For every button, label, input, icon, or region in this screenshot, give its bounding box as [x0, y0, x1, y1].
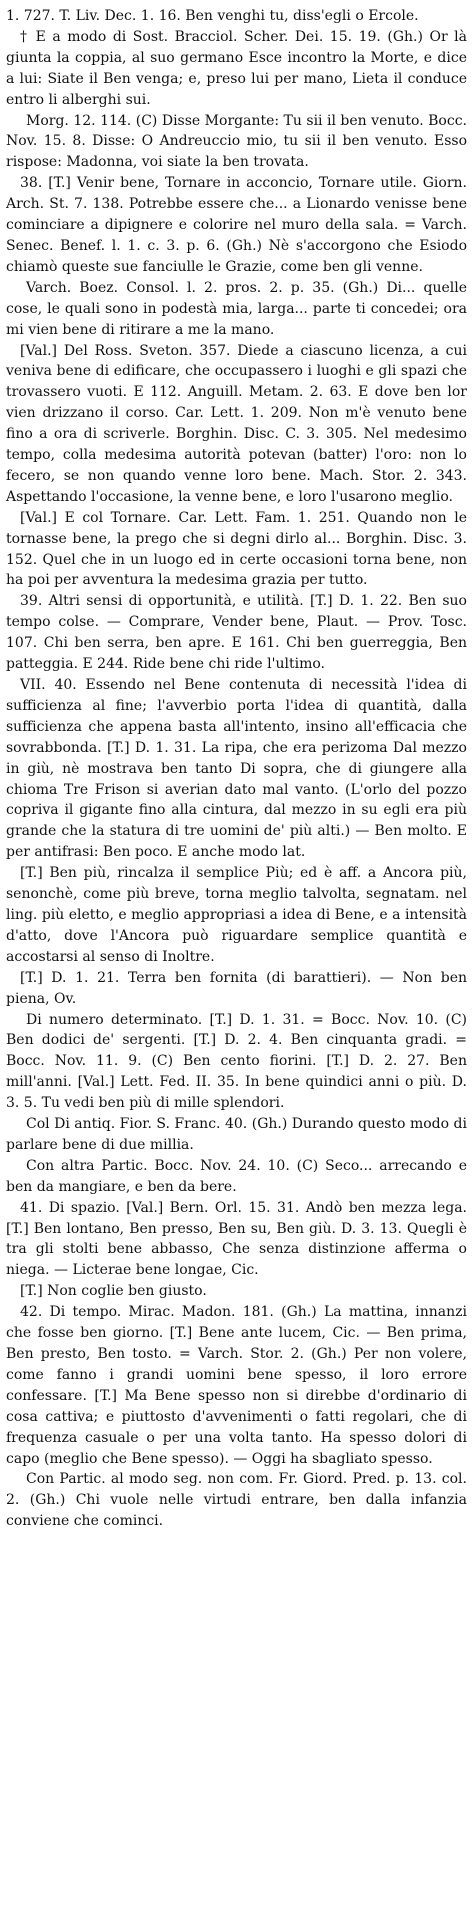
entry-paragraph: [T.] Non coglie ben giusto. [20, 1283, 207, 1300]
entry-paragraph: 39. Altri sensi di opportunità, e utilità. [T.] D. 1. 22. Ben suo tempo colse. — Comprare, Vender bene, Plaut. — Prov. Tosc. 107. Chi ben serra, ben apre. E 161. Chi ben guerreggia, Ben patteggia. E 244. Ride bene chi ride l'ultimo. [6, 593, 467, 673]
entry-paragraph: Col Di antiq. Fior. S. Franc. 40. (Gh.) Durando questo modo di parlare bene di due millia. [6, 1116, 467, 1153]
entry-paragraph: Varch. Boez. Consol. l. 2. pros. 2. p. 35. (Gh.) Di... quelle cose, le quali sono in podestà mia, larga... parte ti concedei; ora mi vien bene di ritirare a me la mano. [6, 279, 467, 338]
entry-paragraph: Di numero determinato. [T.] D. 1. 31. = Bocc. Nov. 10. (C) Ben dodici de' sergenti. [T.] D. 2. 4. Ben cinquanta gradi. = Bocc. Nov. 11. 9. (C) Ben cento fiorini. [T.] D. 2. 27. Ben mill'anni. [Val.] Lett. Fed. II. 35. In bene quindici anni o più. D. 3. 5. Tu vedi ben più di mille splendori. [6, 1011, 467, 1112]
entry-paragraph: 41. Di spazio. [Val.] Bern. Orl. 15. 31. Andò ben mezza lega. [T.] Ben lontano, Ben presso, Ben su, Ben giù. D. 3. 13. Quegli è tra gli stolti bene abbasso, Che senza distinzione afferma o niega. — Licterae bene longae, Cic. [6, 1199, 467, 1279]
entry-paragraph: Morg. 12. 114. (C) Disse Morgante: Tu sii il ben venuto. Bocc. Nov. 15. 8. Disse: O Andreuccio mio, tu sii il ben venuto. Esso rispose: Madonna, voi siate la ben trovata. [6, 112, 467, 171]
entry-paragraph: 1. 727. T. Liv. Dec. 1. 16. Ben venghi tu, diss'egli o Ercole. [6, 8, 419, 24]
entry-paragraph: 38. [T.] Venir bene, Tornare in acconcio, Tornare utile. Giorn. Arch. St. 7. 138. Potrebbe essere che... a Lionardo venisse bene cominciare a dipignere e colorire nel muro della sala. = Varch. Senec. Benef. l. 1. c. 3. p. 6. (Gh.) Nè s'accorgono che Esiodo chiamò queste sue fanciulle le Grazie, come ben gli venne. [6, 175, 467, 275]
entry-paragraph: † E a modo di Sost. Bracciol. Scher. Dei. 15. 19. (Gh.) Or là giunta la coppia, al suo germano Esce incontro la Morte, e dice a lui: Siate il Ben venga; e, preso lui per mano, Lieta il conduce entro li alberghi sui. [6, 28, 467, 108]
entry-paragraph: [T.] Ben più, rincalza il semplice Più; ed è aff. a Ancora più, senonchè, come più breve, torna meglio talvolta, segnatam. nel ling. più eletto, e meglio appropriasi a idea di Bene, e a intensità d'atto, dove l'Ancora può riguardare semplice quantità e accostarsi al senso di Inoltre. [6, 865, 468, 965]
entry-paragraph: Con altra Partic. Bocc. Nov. 24. 10. (C) Seco... arrecando e ben da mangiare, e ben da bere. [6, 1157, 467, 1195]
entry-paragraph: Con Partic. al modo seg. non com. Fr. Giord. Pred. p. 13. col. 2. (Gh.) Chi vuole nelle virtudi entrare, ben dalla infanzia conviene che cominci. [6, 1471, 467, 1530]
entry-paragraph: 42. Di tempo. Mirac. Madon. 181. (Gh.) La mattina, innanzi che fosse ben giorno. [T.] Bene ante lucem, Cic. — Ben prima, Ben presto, Ben tosto. = Varch. Stor. 2. (Gh.) Per non volere, come fanno i grandi uomini bene spesso, il loro errore confessare. [T.] Ma Bene spesso non si direbbe d'ordinario di cosa cattiva; e piuttosto d'avvenimenti o fatti regolari, che di frequenza casuale o per una volta tanto. Ha spesso dolori di capo (meglio che Bene spesso). — Oggi ha sbagliato spesso. [6, 1304, 467, 1467]
entry-paragraph: VII. 40. Essendo nel Bene contenuta di necessità l'idea di sufficienza al fine; l'avverbio porta l'idea di quantità, dalla sufficienza che appena basta all'intento, insino all'efficacia che sovrabbonda. [T.] D. 1. 31. La ripa, che era perizoma Dal mezzo in giù, nè mostrava ben tanto Di sopra, che di giungere alla chioma Tre Frison si averian dato mal vanto. (L'orlo del pozzo copriva il gigante fino alla cintura, dal mezzo in su egli era più grande che la statura di tre uomini de' più alti.) — Ben molto. E per antifrasi: Ben poco. E anche modo lat. [6, 677, 467, 861]
entry-paragraph: [Val.] E col Tornare. Car. Lett. Fam. 1. 251. Quando non le tornasse bene, la prego che si degni dirlo al... Borghin. Disc. 3. 152. Quel che in un luogo ed in certe occasioni torna bene, non ha poi per avventura la medesima grazia per tutto. [6, 509, 467, 589]
entry-paragraph: [T.] D. 1. 21. Terra ben fornita (di barattieri). — Non ben piena, Ov. [6, 969, 467, 1007]
entry-paragraph: [Val.] Del Ross. Sveton. 357. Diede a ciascuno licenza, a cui veniva bene di edificare, che occupassero i luoghi e gli spazi che trovassero vuoti. E 112. Anguill. Metam. 2. 63. E dove ben lor vien drizzano il corso. Car. Lett. 1. 209. Non m'è venuto bene fino a ora di scriverle. Borghin. Disc. C. 3. 305. Nel medesimo tempo, colla medesima autorità potevan (batter) l'oro: non lo fecero, se non quando venne loro bene. Mach. Stor. 2. 343. Aspettando l'occasione, la venne bene, e loro l'usarono meglio. [6, 342, 467, 505]
